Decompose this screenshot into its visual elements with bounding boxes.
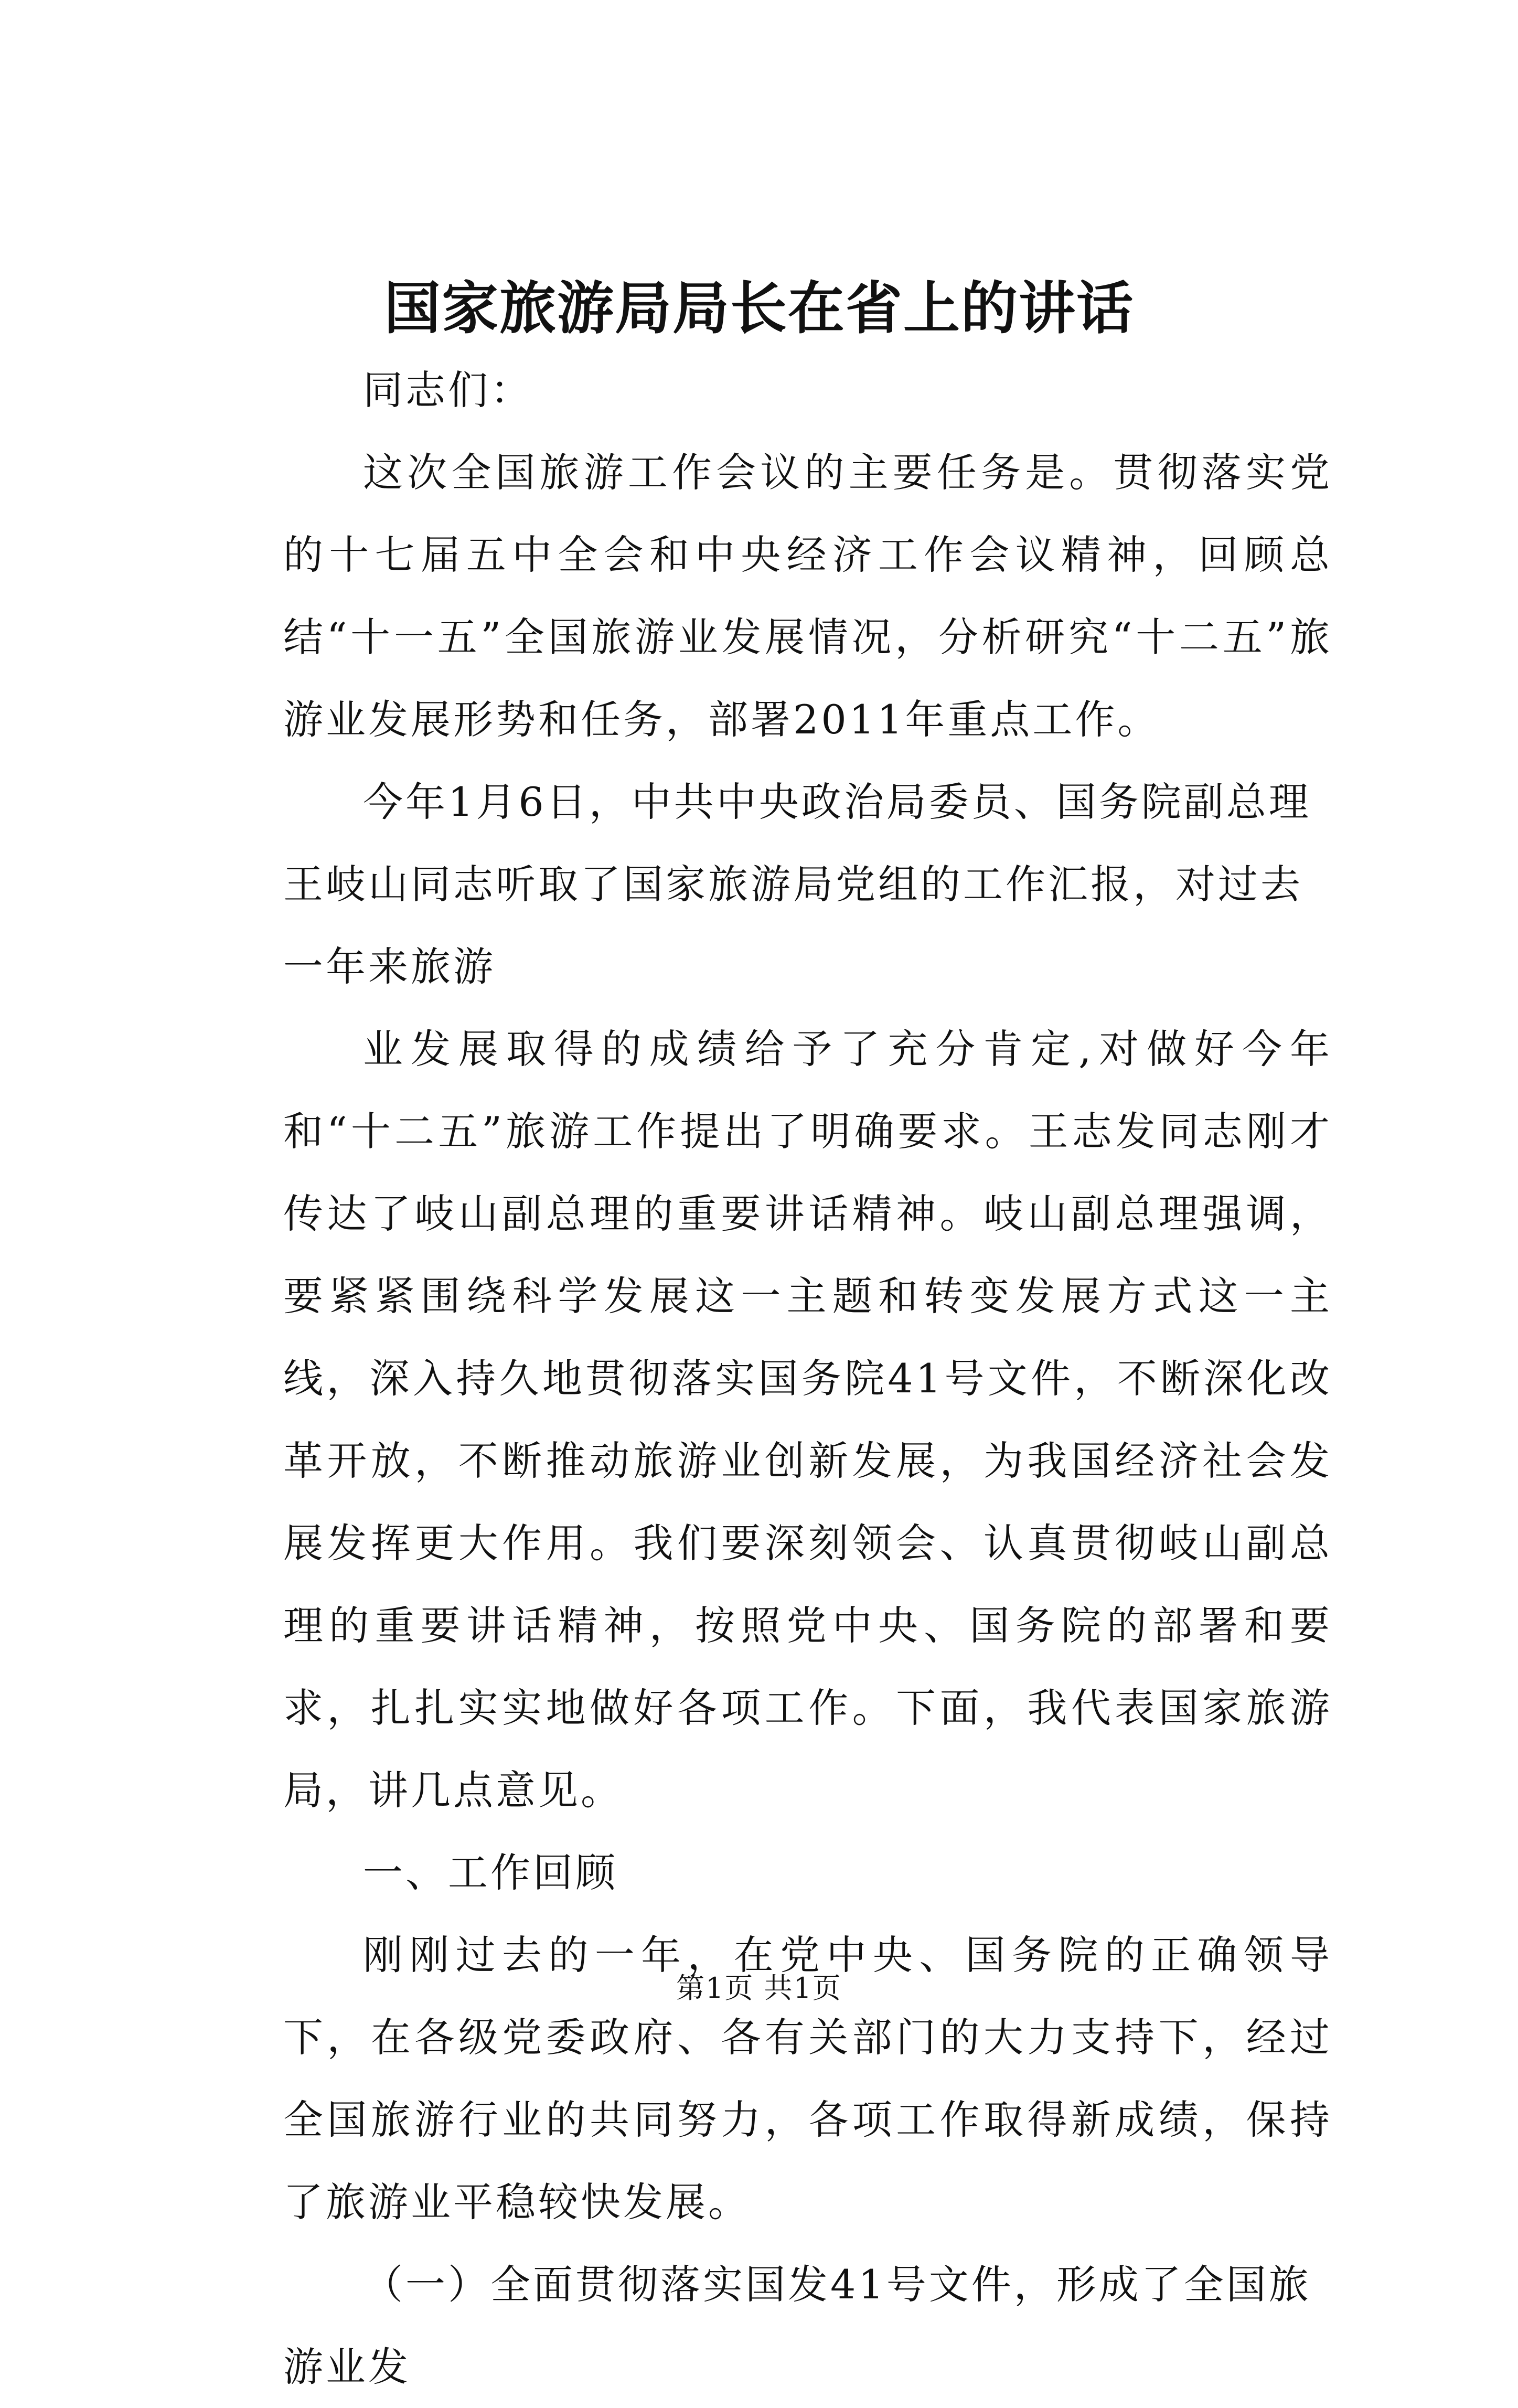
- page-number-footer: 第1页 共1页: [676, 1972, 842, 2005]
- document-body: [283, 349, 1332, 2408]
- body-paragraph: 刚刚过去的一年，在党中央、国务院的正确领导下，在各级党委政府、各有关部门的大力支持下，经过全国旅游行业的共同努力，各项工作取得新成绩，保持了旅游业平稳较快发展。: [283, 1932, 1332, 2225]
- section-heading: 一、工作回顾: [363, 1849, 618, 1896]
- subsection-heading: （一）全面贯彻落实国发41号文件，形成了全国旅游业发: [283, 2261, 1311, 2390]
- salutation-paragraph: 同志们：: [363, 367, 533, 413]
- document-title: 国家旅游局局长在省上的讲话: [383, 275, 1134, 342]
- body-paragraph: 今年1月6日，中共中央政治局委员、国务院副总理王岐山同志听取了国家旅游局党组的工作汇报，对过去一年来旅游: [283, 779, 1311, 990]
- body-paragraph: 业发展取得的成绩给予了充分肯定,对做好今年和“十二五”旅游工作提出了明确要求。王志发同志刚才传达了岐山副总理的重要讲话精神。岐山副总理强调，要紧紧围绕科学发展这一主题和转变发展方式这一主线，深入持久地贯彻落实国务院41号文件，不断深化改革开放，不断推动旅游业创新发展，为我国经济社会发展发挥更大作用。我们要深刻领会、认真贯彻岐山副总理的重要讲话精神，按照党中央、国务院的部署和要求，扎扎实实地做好各项工作。下面，我代表国家旅游局，讲几点意见。: [283, 1026, 1332, 1814]
- body-paragraph: 这次全国旅游工作会议的主要任务是。贯彻落实党的十七届五中全会和中央经济工作会议精神，回顾总结“十一五”全国旅游业发展情况，分析研究“十二五”旅游业发展形势和任务，部署2011年重点工作。: [283, 449, 1332, 743]
